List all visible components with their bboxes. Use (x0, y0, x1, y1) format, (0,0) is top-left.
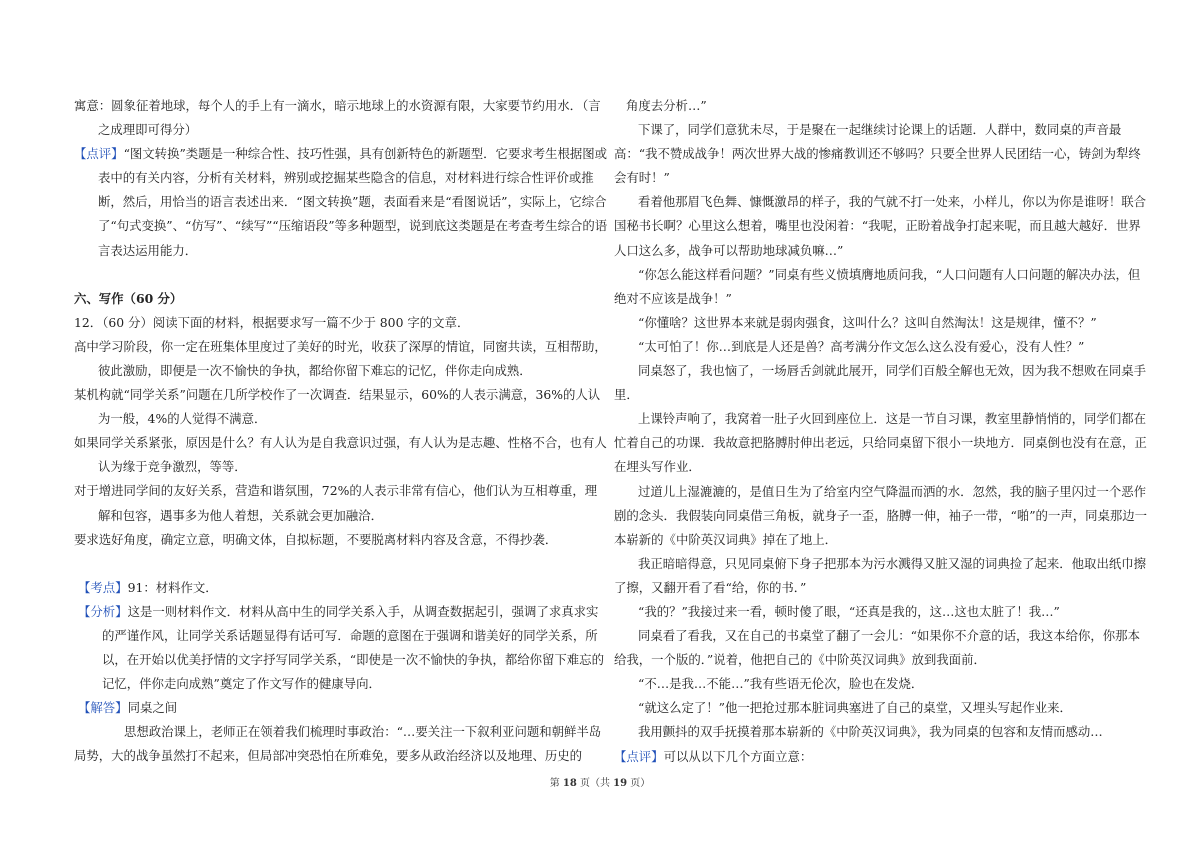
essay-paragraph-6: “太可怕了！你…到底是人还是兽？高考满分作文怎么这么没有爱心，没有人性？” (638, 338, 1085, 354)
comment-tag: 【点评】 (74, 146, 124, 162)
answer-title (74, 696, 609, 720)
comment-text: “图文转换”类题是一种综合性、技巧性强，具有创新特色的新题型．它要求考生根据图或表中的有关内容，分析有关材料，辨别或挖掘某些隐含的信息，对材料进行综合性评价或推断，然后，用恰当的语言表述出来．“图文转换”题，表面看来是“看图说话”，实际上，它综合了“句式变换”、“仿写”、“续写”“压缩语段”等多种题型，说到底这类题是在考查考生综合的语言表达运用能力． (98, 146, 608, 258)
exam-point (74, 576, 609, 600)
essay-title: 同桌之间 (127, 700, 178, 716)
exam-point-tag: 【考点】 (78, 579, 128, 595)
material-paragraph-3: 如果同学关系紧张，原因是什么？有人认为是自我意识过强，有人认为是志趣、性格不合，也有人认为缘于竞争激烈，等等． (74, 435, 607, 475)
footer-prefix: 第 (549, 778, 563, 789)
exam-point-text: 91：材料作文． (127, 579, 218, 595)
essay-paragraph-13: “不…是我…不能…”我有些语无伦次，脸也在发烧． (638, 676, 924, 692)
requirements: 要求选好角度，确定立意，明确文体，自拟标题，不要脱离材料内容及含意，不得抄袭． (74, 531, 558, 547)
review-paragraph (614, 745, 1149, 769)
essay-paragraph-8: 上课铃声响了，我窝着一肚子火回到座位上．这是一节自习课，教室里静悄悄的，同学们都在忙着自己的功课．我故意把胳膊肘伸出老远，只给同桌留下很小一块地方．同桌倒也没有在意，正在埋头写作业． (614, 411, 1147, 475)
essay-paragraph-5: “你懂啥？这世界本来就是弱肉强食，这叫什么？这叫自然淘汰！这是规律，懂不？” (638, 314, 1097, 330)
essay-paragraph-4: “你怎么能这样看问题？”同桌有些义愤填膺地质问我，“人口问题有人口问题的解决办法，但绝对不应该是战争！” (614, 266, 1141, 306)
essay-paragraph-12: 同桌看了看我，又在自己的书桌堂了翻了一会儿：“如果你不介意的话，我这本给你，你那本给我，一个版的．”说着，他把自己的《中阶英汉词典》放到我面前． (614, 628, 1140, 668)
essay-paragraph-15: 我用颤抖的双手抚摸着那本崭新的《中阶英汉词典》，我为同桌的包容和友情而感动… (638, 724, 1103, 740)
section-heading: 六、写作（60 分） (74, 290, 183, 306)
right-column (614, 94, 1149, 769)
essay-continuation: 角度去分析…” (626, 98, 707, 113)
footer-suffix: 页） (627, 778, 651, 789)
analysis-tag: 【分析】 (78, 603, 128, 619)
review-text: 可以从以下几个方面立意： (663, 748, 813, 764)
answer-tag: 【解答】 (78, 700, 128, 716)
page-footer (0, 774, 1200, 789)
left-column (74, 94, 609, 768)
page-number: 18 (562, 778, 577, 789)
moral-paragraph: 寓意：圆象征着地球，每个人的手上有一滴水，暗示地球上的水资源有限，大家要节约用水．（言之成理即可得分） (74, 98, 601, 138)
essay-paragraph-11: “我的？”我接过来一看，顿时傻了眼，“还真是我的，这…这也太脏了！我…” (638, 603, 1060, 619)
essay-paragraph-2: 下课了，同学们意犹未尽，于是聚在一起继续讨论课上的话题．人群中，数同桌的声音最高：“我不赞成战争！两次世界大战的惨痛教训还不够吗？只要全世界人民团结一心，铸剑为犁终会有时！” (614, 122, 1141, 186)
essay-paragraph-9: 过道儿上湿漉漉的，是值日生为了给室内空气降温而洒的水．忽然，我的脑子里闪过一个恶作剧的念头．我假装向同桌借三角板，就身子一歪，胳膊一伸，袖子一带，“啪”的一声，同桌那边一本崭新的《中阶英汉词典》掉在了地上． (614, 483, 1148, 547)
footer-mid: 页（共 (576, 778, 614, 789)
essay-paragraph-7: 同桌怒了，我也恼了，一场唇舌剑就此展开，同学们百般全解也无效，因为我不想败在同桌手里． (614, 363, 1147, 403)
analysis-text: 这是一则材料作文．材料从高中生的同学关系入手，从调查数据起引，强调了求真求实的严谨作风，让同学关系话题显得有话可写．命题的意图在于强调和谐美好的同学关系，所以，在开始以优美抒情的文字抒写同学关系，“即使是一次不愉快的争执，都给你留下难忘的记忆，伴你走向成熟”奠定了作文写作的健康导向． (102, 603, 604, 692)
material-paragraph-1: 高中学习阶段，你一定在班集体里度过了美好的时光，收获了深厚的情谊，同窗共读，互相帮助，彼此激励，即便是一次不愉快的争执，都给你留下难忘的记忆，伴你走向成熟． (74, 338, 607, 378)
comment-paragraph (74, 142, 609, 262)
material-paragraph-2: 某机构就“同学关系”问题在几所学校作了一次调查．结果显示，60%的人表示满意，36%的人认为一般，4%的人觉得不满意． (74, 387, 601, 427)
essay-paragraph-10: 我正暗暗得意，只见同桌俯下身子把那本为污水溅得又脏又湿的词典捡了起来．他取出纸巾擦了擦，又翻开看了看“给，你的书．” (614, 555, 1147, 595)
question-12: 12．（60 分）阅读下面的材料，根据要求写一篇不少于 800 字的文章． (74, 314, 470, 330)
page-total: 19 (613, 778, 628, 789)
essay-paragraph-3: 看着他那眉飞色舞、慷慨激昂的样子，我的气就不打一处来，小样儿，你以为你是谁呀！联合国秘书长啊？心里这么想着，嘴里也没闲着：“我呢，正盼着战争打起来呢，而且越大越好．世界人口这么多，战争可以帮助地球减负嘛…” (614, 194, 1147, 258)
essay-paragraph-14: “就这么定了！”他一把抢过那本脏词典塞进了自己的桌堂，又埋头写起作业来． (638, 700, 1072, 716)
analysis-paragraph (74, 600, 609, 696)
review-tag: 【点评】 (614, 748, 664, 764)
essay-paragraph-1: 思想政治课上，老师正在领着我们梳理时事政治：“…要关注一下叙利亚问题和朝鲜半岛局势，大的战争虽然打不起来，但局部冲突恐怕在所难免，要多从政治经济以及地理、历史的 (74, 724, 602, 764)
material-paragraph-4: 对于增进同学间的友好关系，营造和谐氛围，72%的人表示非常有信心，他们认为互相尊重，理解和包容，遇事多为他人着想，关系就会更加融洽． (74, 483, 598, 523)
